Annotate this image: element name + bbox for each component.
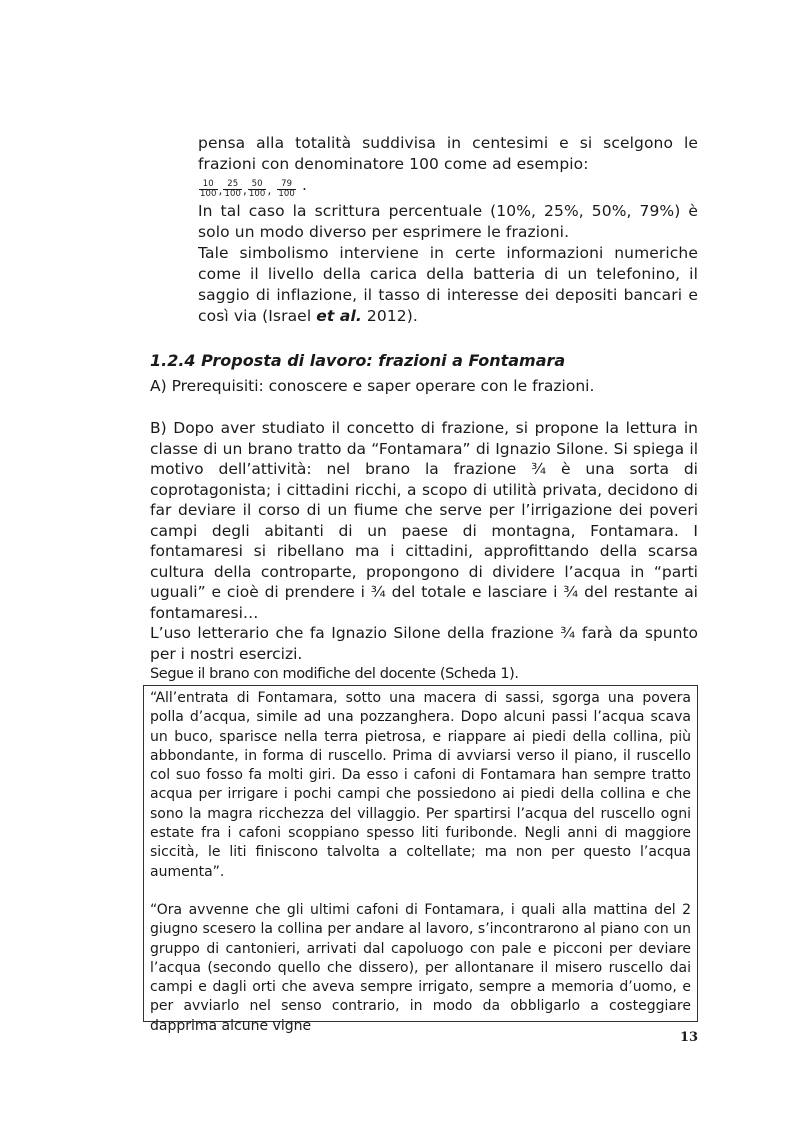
fraction-3: $\frac{50}{100}$ — [248, 179, 266, 199]
continuation-block — [198, 133, 698, 327]
quote-paragraph-2: “Ora avvenne che gli ultimi cafoni di Fontamara, i quali alla mattina del 2 giugno scesero la collina per andare al lavoro, s’incontrarono al piano con un gruppo di cantonieri, arrivati dal capoluogo con pale e picconi per deviare l’acqua (secondo quello che dissero), per allontanare il misero ruscello dai campi e dagli orti che aveva sempre irrigato, sempre a memoria d’uomo, e per avviarlo nel senso contrario, in modo da obbligarlo a costeggiare dapprima alcune vigne — [150, 901, 691, 1034]
continuation-paragraph-1 — [198, 133, 698, 201]
section-b-paragraph-3: Segue il brano con modifiche del docente (Scheda 1). — [150, 666, 519, 682]
continuation-line-1: pensa alla totalità suddivisa in centesimi e si scelgono le frazioni con denominatore 100 come ad esempio: — [198, 134, 698, 173]
fraction-4: $\frac{79}{100}$ — [278, 179, 295, 199]
fraction-2: $\frac{25}{100}$ — [224, 179, 241, 199]
page-number: 13 — [680, 1030, 699, 1045]
continuation-paragraph-3: Tale simbolismo interviene in certe informazioni numeriche come il livello della carica della batteria di un telefonino, il saggio di inflazione, il tasso di interesse dei depositi bancari e così via (Israel et al. 2012). — [198, 244, 698, 325]
section-b-paragraph-2: L’uso letterario che fa Ignazio Silone della frazione ¾ farà da spunto per i nostri esercizi. — [150, 624, 698, 663]
prerequisites-paragraph: A) Prerequisiti: conoscere e saper operare con le frazioni. — [150, 377, 595, 395]
quote-paragraph-1: “All’entrata di Fontamara, sotto una macera di sassi, sgorga una povera polla d’acqua, simile ad una pozzanghera. Dopo alcuni passi l’acqua scava un buco, sparisce nella terra pietrosa, e riappare ai piedi della collina, più abbondante, in forma di ruscello. Prima di avviarsi verso il piano, il ruscello col suo fosso fa molti giri. Da esso i cafoni di Fontamara han sempre tratto acqua per irrigare i pochi campi che possiedono ai piedi della collina e che sono la magra ricchezza del villaggio. Per spartirsi l’acqua del ruscello ogni estate fra i cafoni scoppiano spesso liti furibonde. Negli anni di maggiore siccità, le liti finiscono talvolta a coltellate; ma non per questo l’acqua aumenta”. — [150, 690, 691, 880]
fraction-1: $\frac{10}{100}$ — [200, 179, 217, 199]
section-b-paragraph-1: B) Dopo aver studiato il concetto di frazione, si propone la lettura in classe di un brano tratto da “Fontamara” di Ignazio Silone. Si spiega il motivo dell’attività: nel brano la frazione ¾ è una sorta di coprotagonista; i cittadini ricchi, a scopo di utilità privata, decidono di far deviare il corso di un fiume che serve per l’irrigazione dei poveri campi degli abitanti di un paese di montagna, Fontamara. I fontamaresi si ribellano ma i cittadini, approfittando della scarsa cultura della controparte, propongono di dividere l’acqua in “parti uguali” e cioè di prendere i ¾ del totale e lasciare i ¾ del restante ai fontamaresi… — [150, 419, 698, 622]
section-heading: 1.2.4 Proposta di lavoro: frazioni a Fontamara — [150, 351, 566, 370]
section-b-block — [150, 418, 698, 685]
continuation-paragraph-2: In tal caso la scrittura percentuale (10%, 25%, 50%, 79%) è solo un modo diverso per esprimere le frazioni. — [198, 202, 698, 241]
citation-et-al: et al. — [316, 307, 362, 325]
quote-box — [143, 685, 698, 1034]
fraction-examples: $\frac{10}{100}$ $_,$ $\frac{25}{100}$ $_,$ $\frac{50}{100}$ $_,$ $\frac{79}{100}$ . — [200, 176, 307, 199]
